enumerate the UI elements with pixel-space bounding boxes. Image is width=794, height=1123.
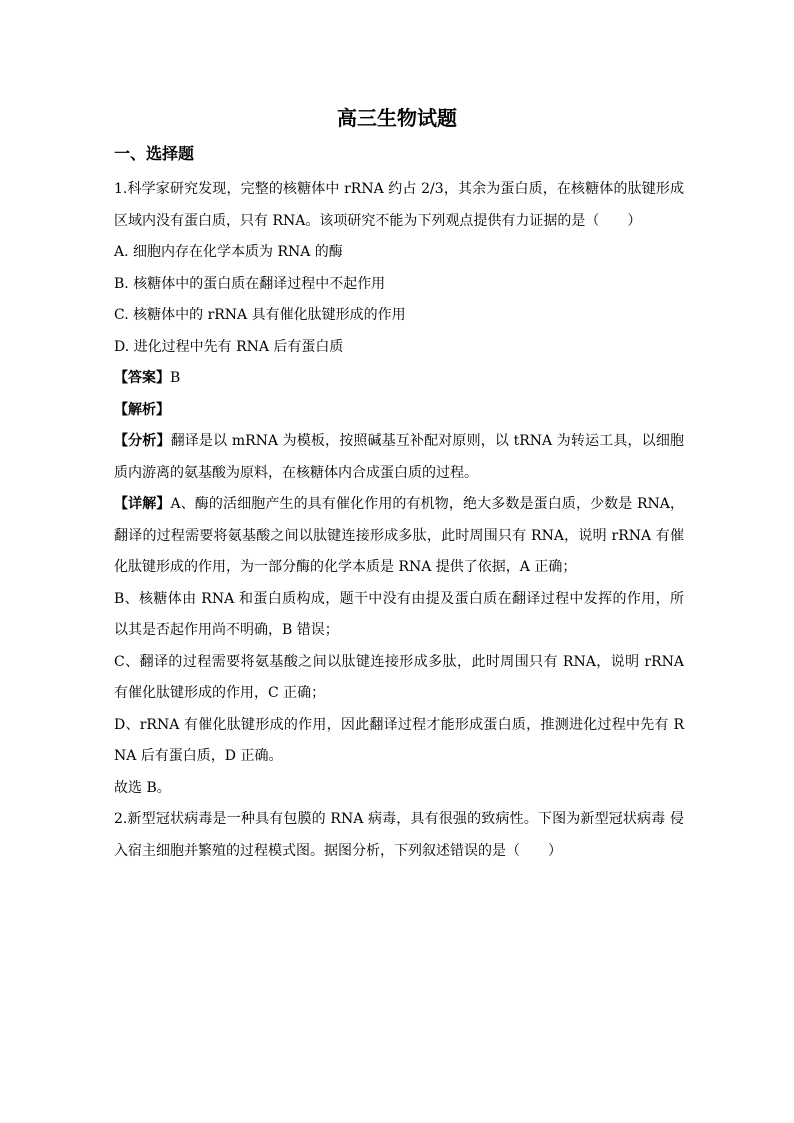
q1-option-d: D. 进化过程中先有 RNA 后有蛋白质 [114, 338, 344, 355]
fenxi-label: 【分析】 [114, 433, 171, 449]
q1-xiangjie-b: B、核糖体由 RNA 和蛋白质构成，题干中没有由提及蛋白质在翻译过程中发挥的作用，所以其是否起作用尚不明确，B 错误； [114, 590, 684, 638]
xiangjie-label: 【详解】 [114, 496, 171, 512]
q1-stem: 1.科学家研究发现，完整的核糖体中 rRNA 约占 2/3，其余为蛋白质，在核糖体的肽键形成区域内没有蛋白质，只有 RNA。该项研究不能为下列观点提供有力证据的是（ ） [114, 181, 684, 229]
q1-xiangjie-a [114, 489, 684, 584]
answer-label: 【答案】 [114, 370, 170, 386]
question-body [114, 174, 684, 867]
q1-xiangjie-d: D、rRNA 有催化肽键形成的作用，因此翻译过程才能形成蛋白质，推测进化过程中先有 RNA 后有蛋白质，D 正确。 [114, 716, 684, 764]
q1-analysis-label: 【解析】 [114, 401, 170, 418]
section-heading: 一、选择题 [114, 144, 195, 163]
xiangjie-a-text: A、酶的活细胞产生的具有催化作用的有机物，绝大多数是蛋白质，少数是 RNA，翻译的过程需要将氨基酸之间以肽键连接形成多肽，此时周围只有 RNA，说明 rRNA 有催化肽键形成的作用，为一部分酶的化学本质是 RNA 提供了依据，A 正确； [114, 496, 684, 575]
fenxi-text: 翻译是以 mRNA 为模板，按照碱基互补配对原则，以 tRNA 为转运工具，以细胞质内游离的氨基酸为原料，在核糖体内合成蛋白质的过程。 [114, 433, 684, 481]
answer-value: B [170, 370, 181, 386]
q1-option-b: B. 核糖体中的蛋白质在翻译过程中不起作用 [114, 275, 386, 292]
q2-stem: 2.新型冠状病毒是一种具有包膜的 RNA 病毒，具有很强的致病性。下图为新型冠状病毒 侵入宿主细胞并繁殖的过程模式图。据图分析，下列叙述错误的是（ ） [114, 811, 684, 859]
q1-option-a: A. 细胞内存在化学本质为 RNA 的酶 [114, 244, 343, 260]
q1-fenxi [114, 426, 684, 489]
q1-conclusion: 故选 B。 [114, 779, 171, 796]
page-title: 高三生物试题 [337, 106, 457, 130]
q1-option-c: C. 核糖体中的 rRNA 具有催化肽键形成的作用 [114, 307, 406, 323]
q1-answer [114, 363, 684, 395]
q1-xiangjie-c: C、翻译的过程需要将氨基酸之间以肽键连接形成多肽，此时周围只有 RNA，说明 rRNA 有催化肽键形成的作用，C 正确； [114, 653, 684, 701]
